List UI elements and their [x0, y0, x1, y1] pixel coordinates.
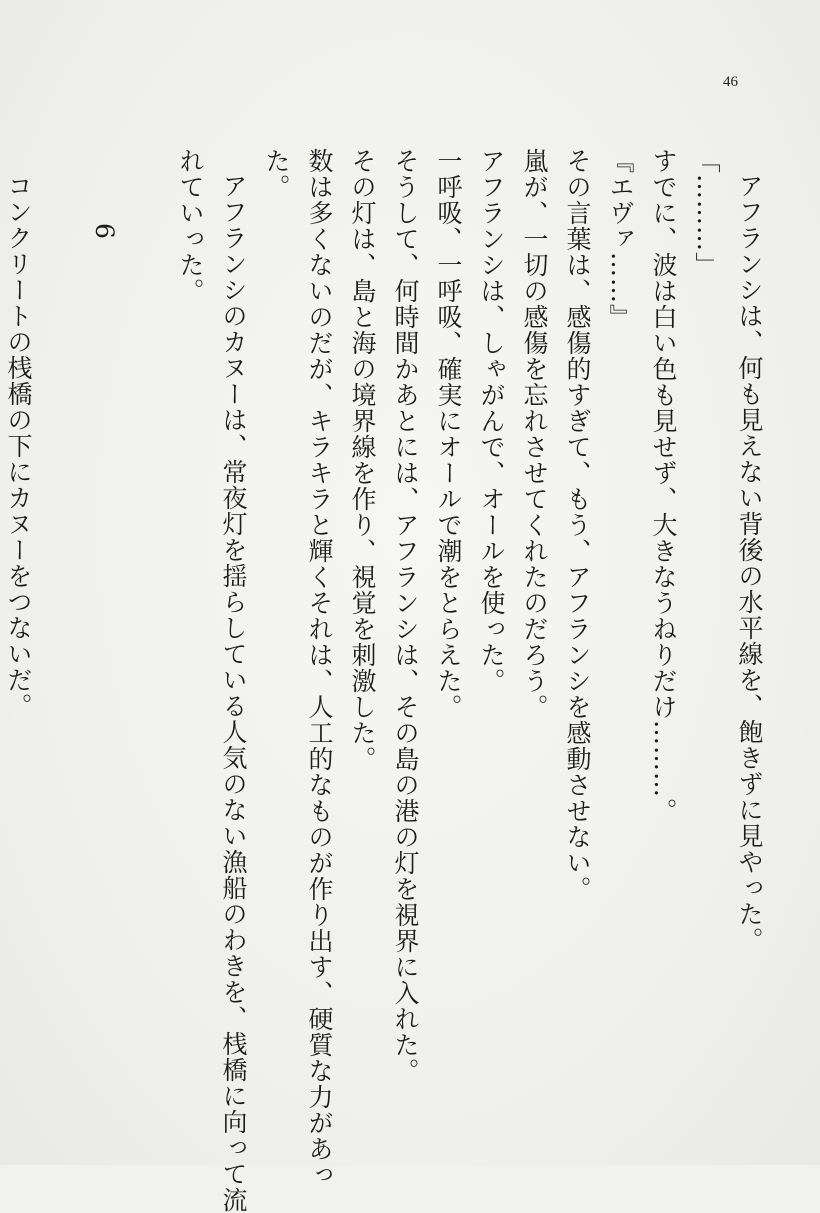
vertical-text-body [4, 148, 766, 1213]
blank-line [45, 148, 78, 1108]
text-line: 嵐が、一切の感傷を忘れさせてくれたのだろう。 [520, 148, 549, 720]
text-line: アフランシのカヌーは、常夜灯を揺らしている人気のない漁船のわきを、桟橋に向って流 [219, 173, 248, 1213]
text-line: 「………」 [692, 148, 721, 278]
text-line: アフランシは、何も見えない背後の水平線を、飽きずに見やった。 [735, 173, 764, 953]
text-line: その灯は、島と海の境界線を作り、視覚を刺激した。 [348, 148, 377, 772]
text-line: コンクリートの桟橋の下にカヌーをつないだ。 [4, 173, 33, 719]
text-line: た。 [262, 148, 291, 200]
text-line: その言葉は、感傷的すぎて、もう、アフランシを感動させない。 [563, 148, 592, 902]
text-line: 数は多くないのだが、キラキラと輝くそれは、人工的なものが作り出す、硬質な力があっ [305, 148, 334, 1188]
text-line: れていった。 [176, 148, 205, 304]
page-number: 46 [723, 74, 738, 90]
text-line: すでに、波は白い色も見せず、大きなうねりだけ………。 [649, 148, 678, 824]
text-line: 『エヴァ……』 [606, 148, 635, 330]
text-line: そうして、何時間かあとには、アフランシは、その島の港の灯を視界に入れた。 [391, 148, 420, 1084]
text-line: 一呼吸、一呼吸、確実にオールで潮をとらえた。 [434, 148, 463, 720]
blank-line [131, 148, 164, 1108]
section-number: 6 [90, 223, 119, 240]
text-line: アフランシは、しゃがんで、オールを使った。 [477, 148, 506, 694]
